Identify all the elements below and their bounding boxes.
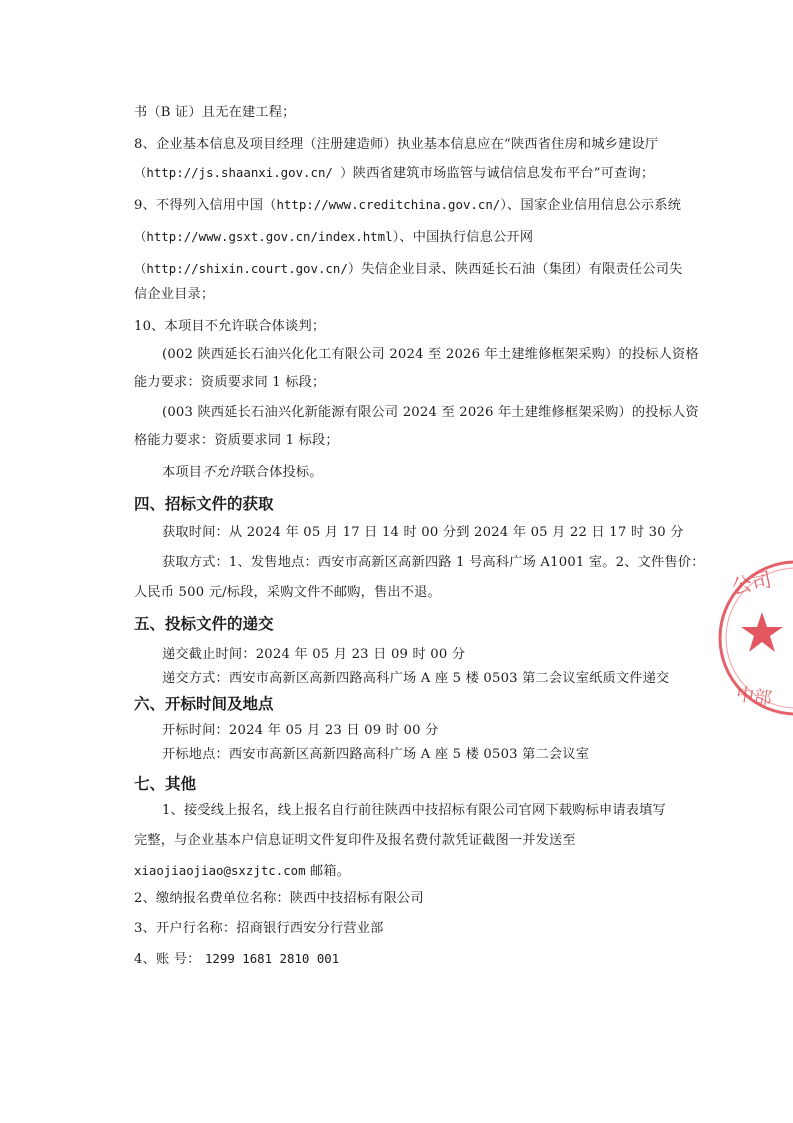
- para-8-continuation: 书（B 证）且无在建工程；: [134, 105, 296, 120]
- section-7-email-line: xiaojiaojiao@sxzjtc.com 邮箱。: [134, 863, 351, 879]
- para-10-note: 本项目不允许联合体投标。: [162, 465, 323, 480]
- seal-star-icon: [741, 612, 783, 652]
- section-6-heading: 六、开标时间及地点: [134, 695, 274, 713]
- account-number: 1299 1681 2810 001: [204, 951, 340, 966]
- para-9-line-2: （http://www.gsxt.gov.cn/index.html）、中国执行信息公开网: [134, 229, 534, 245]
- section-4-heading: 四、招标文件的获取: [134, 495, 274, 513]
- section-5-deadline: 递交截止时间：2024 年 05 月 23 日 09 时 00 分: [162, 647, 466, 662]
- section-7-heading: 七、其他: [134, 775, 197, 793]
- section-5-heading: 五、投标文件的递交: [134, 615, 274, 633]
- section-7-item-2: 2、缴纳报名费单位名称：陕西中技招标有限公司: [134, 891, 424, 906]
- svg-text:中部: 中部: [734, 683, 774, 710]
- company-seal: [712, 556, 793, 720]
- url-shixin: （http://shixin.court.gov.cn/: [134, 261, 348, 276]
- url-creditchina: http://www.creditchina.gov.cn/: [276, 197, 501, 212]
- section-4-method-line-2: 人民币 500 元/标段，采购文件不邮购，售出不退。: [134, 585, 441, 600]
- section-4-time: 获取时间：从 2024 年 05 月 17 日 14 时 00 分到 2024 年 05 月 22 日 17 时 30 分: [162, 525, 684, 540]
- section-7-item-1-line-1: 1、接受线上报名，线上报名自行前往陕西中技招标有限公司官网下载购标申请表填写: [162, 803, 666, 818]
- seal-graphic: [712, 556, 793, 720]
- para-8-line-1: 8、企业基本信息及项目经理（注册建造师）执业基本信息应在“陕西省住房和城乡建设厅: [134, 137, 659, 152]
- section-5-method: 递交方式：西安市高新区高新四路高科广场 A 座 5 楼 0503 第二会议室纸质文件递交: [162, 671, 670, 686]
- para-10-lot-003-line-1: (003 陕西延长石油兴化新能源有限公司 2024 至 2026 年土建维修框架采购）的投标人资: [162, 405, 699, 420]
- url-js-shaanxi: （http://js.shaanxi.gov.cn/ ）: [134, 165, 353, 180]
- para-10: 10、本项目不允许联合体谈判；: [134, 319, 326, 334]
- section-6-place: 开标地点：西安市高新区高新四路高科广场 A 座 5 楼 0503 第二会议室: [162, 747, 590, 762]
- para-9-line-3: （http://shixin.court.gov.cn/）失信企业目录、陕西延长石油（集团）有限责任公司失: [134, 261, 683, 277]
- para-8-line-2: （http://js.shaanxi.gov.cn/ ）陕西省建筑市场监管与诚信信息发布平台”可查询；: [134, 165, 655, 181]
- email-address: xiaojiaojiao@sxzjtc.com: [134, 863, 306, 878]
- para-10-lot-003-line-2: 格能力要求：资质要求同 1 标段；: [134, 433, 339, 448]
- para-10-lot-002-line-1: (002 陕西延长石油兴化化工有限公司 2024 至 2026 年土建维修框架采购）的投标人资格: [162, 347, 699, 362]
- section-4-method-line-1: 获取方式：1、发售地点：西安市高新区高新四路 1 号高科广场 A1001 室。2、文件售价：: [162, 555, 705, 570]
- url-gsxt: （http://www.gsxt.gov.cn/index.html: [134, 229, 393, 244]
- section-7-item-3: 3、开户行名称：招商银行西安分行营业部: [134, 921, 384, 936]
- para-10-lot-002-line-2: 能力要求：资质要求同 1 标段；: [134, 375, 326, 390]
- section-7-item-4: 4、账 号： 1299 1681 2810 001: [134, 951, 340, 967]
- section-7-item-1-line-2: 完整，与企业基本户信息证明文件复印件及报名费付款凭证截图一并发送至: [134, 833, 576, 848]
- para-9-line-1: 9、不得列入信用中国（http://www.creditchina.gov.cn/）、国家企业信用信息公示系统: [134, 197, 682, 213]
- svg-text:公司: 公司: [729, 567, 774, 599]
- section-6-time: 开标时间：2024 年 05 月 23 日 09 时 00 分: [162, 723, 439, 738]
- para-9-line-4: 信企业目录；: [134, 287, 215, 302]
